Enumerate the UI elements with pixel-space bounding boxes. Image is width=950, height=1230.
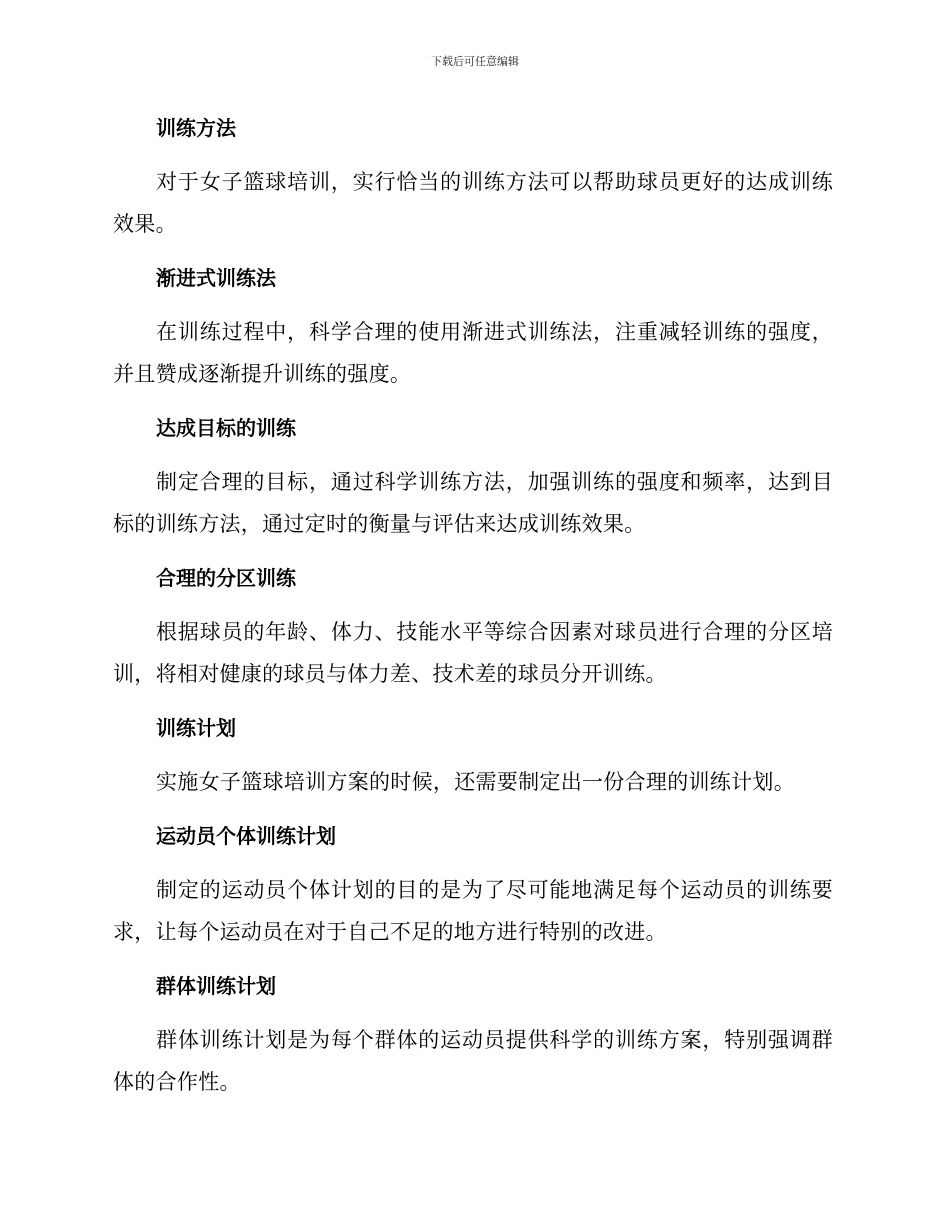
section-paragraph-training-plan: 实施女子篮球培训方案的时候，还需要制定出一份合理的训练计划。 <box>156 770 795 794</box>
document-body <box>113 109 833 1117</box>
section-paragraph-training-methods: 对于女子篮球培训，实行恰当的训练方法可以帮助球员更好的达成训练效果。 <box>113 170 833 236</box>
section-heading-training-plan: 训练计划 <box>156 716 236 740</box>
section-paragraph-individual-plan: 制定的运动员个体计划的目的是为了尽可能地满足每个运动员的训练要求，让每个运动员在对于自己不足的地方进行特别的改进。 <box>113 878 833 944</box>
section-heading-goal-training: 达成目标的训练 <box>156 416 296 440</box>
section-heading-group-plan: 群体训练计划 <box>156 974 276 998</box>
page-header-note: 下载后可任意编辑 <box>431 55 519 68</box>
section-heading-zoned-training: 合理的分区训练 <box>156 566 296 590</box>
section-paragraph-zoned-training: 根据球员的年龄、体力、技能水平等综合因素对球员进行合理的分区培训，将相对健康的球员与体力差、技术差的球员分开训练。 <box>113 620 833 686</box>
section-heading-individual-plan: 运动员个体训练计划 <box>156 824 336 848</box>
section-paragraph-progressive-training: 在训练过程中，科学合理的使用渐进式训练法，注重减轻训练的强度，并且赞成逐渐提升训练的强度。 <box>113 320 833 386</box>
section-paragraph-goal-training: 制定合理的目标，通过科学训练方法，加强训练的强度和频率，达到目标的训练方法，通过定时的衡量与评估来达成训练效果。 <box>113 470 833 536</box>
section-paragraph-group-plan: 群体训练计划是为每个群体的运动员提供科学的训练方案，特别强调群体的合作性。 <box>113 1028 833 1094</box>
section-heading-training-methods: 训练方法 <box>156 116 236 140</box>
section-heading-progressive-training: 渐进式训练法 <box>156 266 276 290</box>
